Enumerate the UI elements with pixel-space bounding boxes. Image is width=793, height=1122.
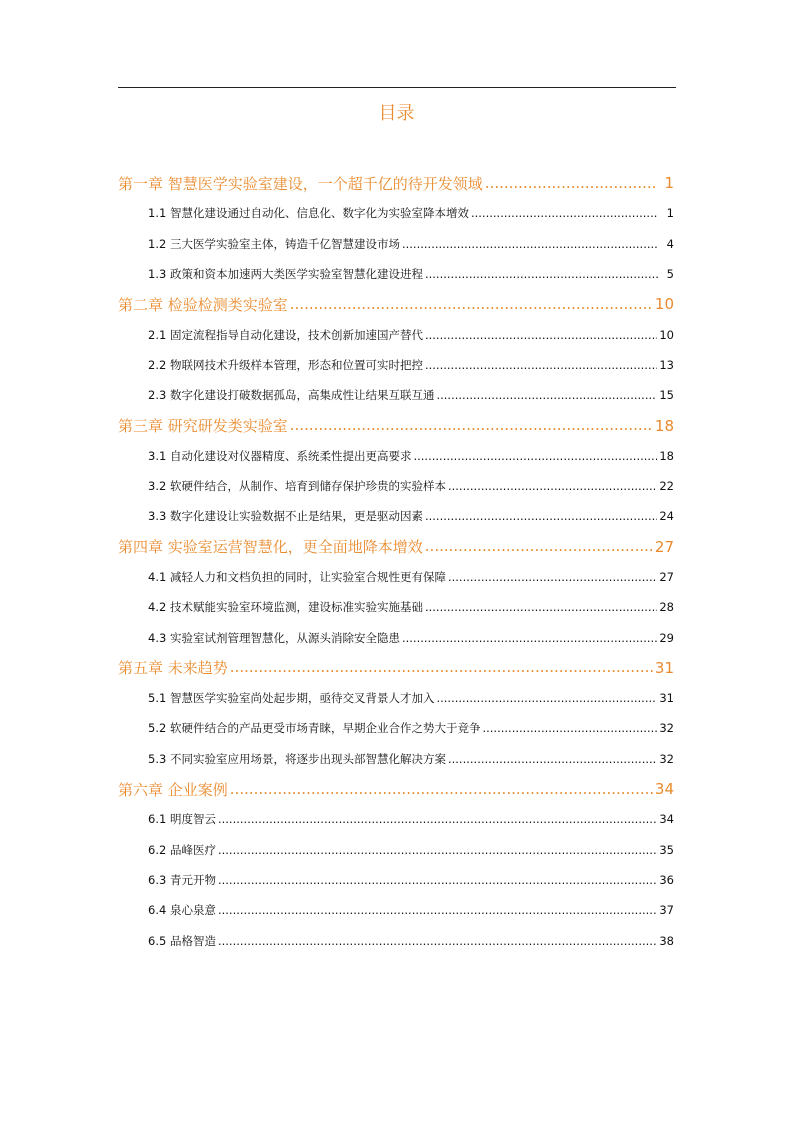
dot-leader: [425, 510, 657, 522]
toc-section-entry-label: 5.3 不同实验室应用场景，将逐步出现头部智慧化解决方案: [148, 751, 446, 766]
toc-section-entry[interactable]: [118, 895, 674, 925]
dot-leader: [402, 632, 657, 644]
toc-section-entry-label: 5.1 智慧医学实验室尚处起步期，亟待交叉背景人才加入: [148, 691, 435, 706]
dot-leader: [413, 450, 657, 462]
dot-leader: [425, 359, 657, 371]
toc-section-entry-label: 1.1 智慧化建设通过自动化、信息化、数字化为实验室降本增效: [148, 206, 469, 221]
toc-section-entry-page-number: 29: [659, 630, 674, 645]
dot-leader: [218, 813, 657, 825]
dot-leader: [448, 753, 657, 765]
toc-section-entry[interactable]: [118, 804, 674, 834]
toc-chapter-entry[interactable]: [118, 532, 674, 562]
toc-section-entry-page-number: 5: [666, 267, 674, 282]
toc-section-entry-label: 5.2 软硬件结合的产品更受市场青睐，早期企业合作之势大于竞争: [148, 721, 481, 736]
toc-section-entry-label: 4.3 实验室试剂管理智慧化，从源头消除安全隐患: [148, 630, 400, 645]
dot-leader: [218, 874, 657, 886]
toc-section-entry[interactable]: [118, 350, 674, 380]
toc-section-entry-page-number: 32: [659, 721, 674, 736]
dot-leader: [485, 176, 658, 191]
toc-section-entry-label: 2.1 固定流程指导自动化建设，技术创新加速国产替代: [148, 327, 423, 342]
toc-section-entry[interactable]: [118, 592, 674, 622]
toc-section-entry-page-number: 28: [659, 600, 674, 615]
toc-chapter-entry-label: 第四章 实验室运营智慧化，更全面地降本增效: [118, 538, 423, 557]
dot-leader: [436, 692, 657, 704]
toc-section-entry[interactable]: [118, 622, 674, 652]
toc-section-entry-label: 1.3 政策和资本加速两大类医学实验室智慧化建设进程: [148, 267, 423, 282]
toc-chapter-entry-page-number: 18: [654, 416, 674, 435]
toc-section-entry-label: 6.3 青元开物: [148, 872, 216, 887]
toc-chapter-entry[interactable]: [118, 289, 674, 319]
toc-section-entry[interactable]: [118, 471, 674, 501]
toc-chapter-entry-label: 第三章 研究研发类实验室: [118, 417, 288, 436]
toc-section-entry-page-number: 32: [659, 751, 674, 766]
toc-section-entry[interactable]: [118, 229, 674, 259]
toc-chapter-entry[interactable]: [118, 410, 674, 440]
table-of-contents: [118, 168, 674, 956]
dot-leader: [448, 480, 657, 492]
toc-chapter-entry-label: 第五章 未来趋势: [118, 659, 228, 678]
toc-section-entry-label: 6.2 品峰医疗: [148, 842, 216, 857]
toc-section-entry-label: 1.2 三大医学实验室主体，铸造千亿智慧建设市场: [148, 236, 400, 251]
toc-section-entry-label: 3.1 自动化建设对仪器精度、系统柔性提出更高要求: [148, 448, 412, 463]
dot-leader: [230, 782, 653, 797]
toc-section-entry[interactable]: [118, 865, 674, 895]
toc-section-entry[interactable]: [118, 925, 674, 955]
toc-chapter-entry-page-number: 1: [664, 174, 674, 193]
toc-section-entry[interactable]: [118, 380, 674, 410]
toc-section-entry[interactable]: [118, 259, 674, 289]
toc-section-entry-label: 4.2 技术赋能实验室环境监测，建设标准实验实施基础: [148, 600, 423, 615]
toc-chapter-entry[interactable]: [118, 653, 674, 683]
toc-section-entry-page-number: 10: [659, 327, 674, 342]
toc-section-entry-page-number: 27: [659, 570, 674, 584]
dot-leader: [218, 935, 657, 947]
dot-leader: [402, 238, 658, 250]
toc-section-entry[interactable]: [118, 683, 674, 713]
toc-section-entry-page-number: 22: [659, 479, 674, 494]
toc-chapter-entry-page-number: 34: [654, 780, 674, 799]
toc-section-entry-page-number: 31: [659, 691, 674, 706]
toc-chapter-entry[interactable]: [118, 168, 674, 198]
dot-leader: [425, 268, 658, 280]
toc-section-entry-page-number: 35: [659, 842, 674, 857]
toc-section-entry[interactable]: [118, 744, 674, 774]
dot-leader: [425, 539, 653, 554]
toc-section-entry[interactable]: [118, 562, 674, 592]
toc-section-entry[interactable]: [118, 835, 674, 865]
toc-chapter-entry-page-number: 31: [654, 658, 674, 677]
toc-chapter-entry-page-number: 27: [654, 537, 674, 556]
toc-chapter-entry-label: 第六章 企业案例: [118, 780, 228, 799]
toc-section-entry[interactable]: [118, 198, 674, 228]
toc-section-entry-page-number: 1: [666, 206, 674, 221]
dot-leader: [230, 660, 653, 675]
toc-section-entry-page-number: 38: [659, 933, 674, 948]
toc-section-entry[interactable]: [118, 713, 674, 743]
toc-section-entry[interactable]: [118, 501, 674, 531]
toc-chapter-entry[interactable]: [118, 774, 674, 804]
toc-section-entry[interactable]: [118, 441, 674, 471]
toc-section-entry[interactable]: [118, 319, 674, 349]
toc-section-entry-label: 6.1 明度智云: [148, 812, 216, 827]
dot-leader: [218, 904, 657, 916]
toc-chapter-entry-label: 第二章 检验检测类实验室: [118, 295, 288, 314]
dot-leader: [290, 418, 653, 433]
toc-section-entry-label: 6.4 泉心泉意: [148, 903, 216, 918]
dot-leader: [436, 389, 657, 401]
header-rule: [118, 87, 676, 88]
toc-section-entry-label: 3.2 软硬件结合，从制作、培育到储存保护珍贵的实验样本: [148, 479, 446, 494]
toc-section-entry-label: 6.5 品格智造: [148, 933, 216, 948]
toc-section-entry-page-number: 37: [659, 903, 674, 918]
dot-leader: [448, 571, 657, 583]
dot-leader: [218, 844, 657, 856]
toc-section-entry-label: 3.3 数字化建设让实验数据不止是结果，更是驱动因素: [148, 509, 423, 524]
toc-chapter-entry-page-number: 10: [654, 295, 674, 314]
toc-section-entry-page-number: 24: [659, 509, 674, 524]
toc-section-entry-page-number: 15: [659, 388, 674, 403]
toc-section-entry-label: 2.2 物联网技术升级样本管理，形态和位置可实时把控: [148, 357, 423, 372]
dot-leader: [471, 207, 658, 219]
toc-chapter-entry-label: 第一章 智慧医学实验室建设，一个超千亿的待开发领域: [118, 174, 483, 193]
dot-leader: [425, 329, 657, 341]
toc-section-entry-label: 2.3 数字化建设打破数据孤岛，高集成性让结果互联互通: [148, 388, 435, 403]
toc-section-entry-label: 4.1 减轻人力和文档负担的同时，让实验室合规性更有保障: [148, 570, 446, 584]
toc-section-entry-page-number: 36: [659, 872, 674, 887]
dot-leader: [425, 601, 657, 613]
toc-section-entry-page-number: 4: [666, 236, 674, 251]
dot-leader: [290, 297, 653, 312]
toc-section-entry-page-number: 18: [659, 448, 674, 463]
dot-leader: [482, 722, 657, 734]
toc-section-entry-page-number: 13: [659, 357, 674, 372]
toc-title: 目录: [378, 103, 415, 124]
toc-section-entry-page-number: 34: [659, 812, 674, 827]
